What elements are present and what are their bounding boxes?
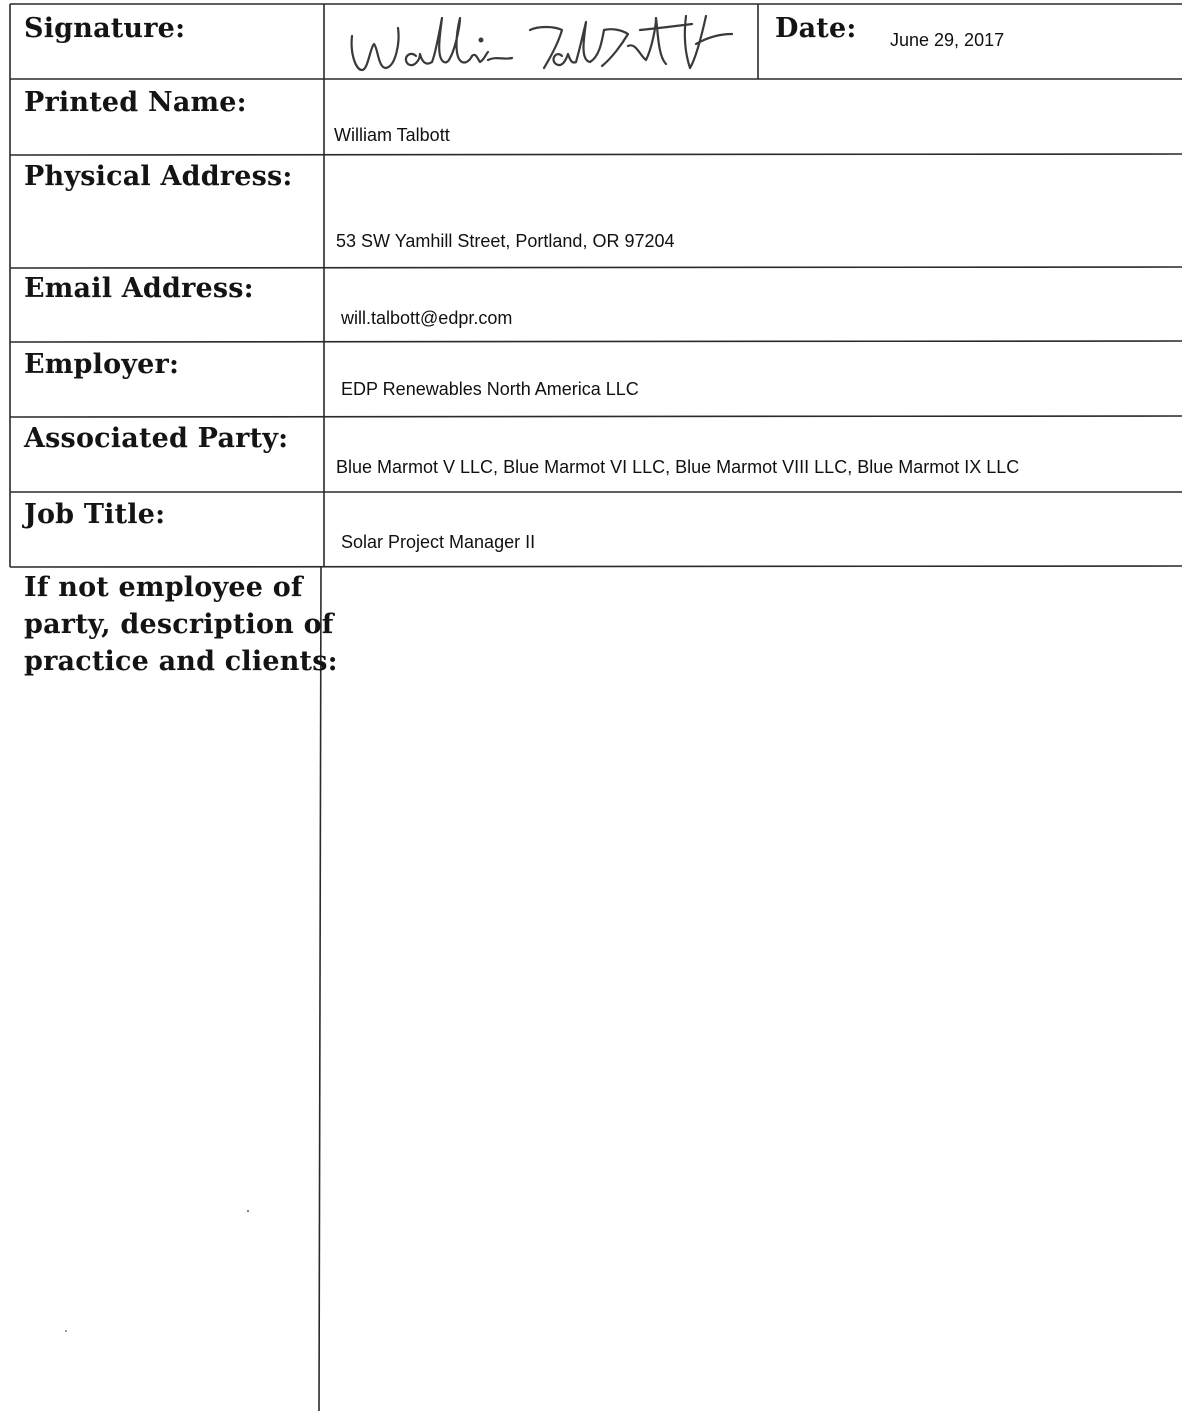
handwritten-signature	[340, 4, 760, 78]
printed-name-value: William Talbott	[334, 125, 450, 145]
job-title-label: Job Title:	[24, 499, 166, 530]
physical-address-value: 53 SW Yamhill Street, Portland, OR 97204	[336, 231, 675, 251]
associated-party-label: Associated Party:	[24, 423, 289, 454]
physical-address-label: Physical Address:	[24, 161, 293, 192]
date-label: Date:	[775, 13, 857, 44]
employer-value: EDP Renewables North America LLC	[341, 379, 639, 399]
signature-label: Signature:	[24, 13, 186, 44]
description-label-line-2: party, description of	[24, 609, 334, 640]
date-value: June 29, 2017	[890, 30, 1005, 50]
printed-name-label: Printed Name:	[24, 87, 247, 118]
description-label-line-3: practice and clients:	[24, 646, 338, 677]
description-label-line-1: If not employee of	[24, 572, 303, 603]
email-address-value: will.talbott@edpr.com	[341, 308, 513, 328]
employer-label: Employer:	[24, 349, 180, 380]
associated-party-value: Blue Marmot V LLC, Blue Marmot VI LLC, Blue Marmot VIII LLC, Blue Marmot IX LLC	[336, 457, 1020, 477]
job-title-value: Solar Project Manager II	[341, 532, 536, 552]
email-address-label: Email Address:	[24, 273, 254, 304]
